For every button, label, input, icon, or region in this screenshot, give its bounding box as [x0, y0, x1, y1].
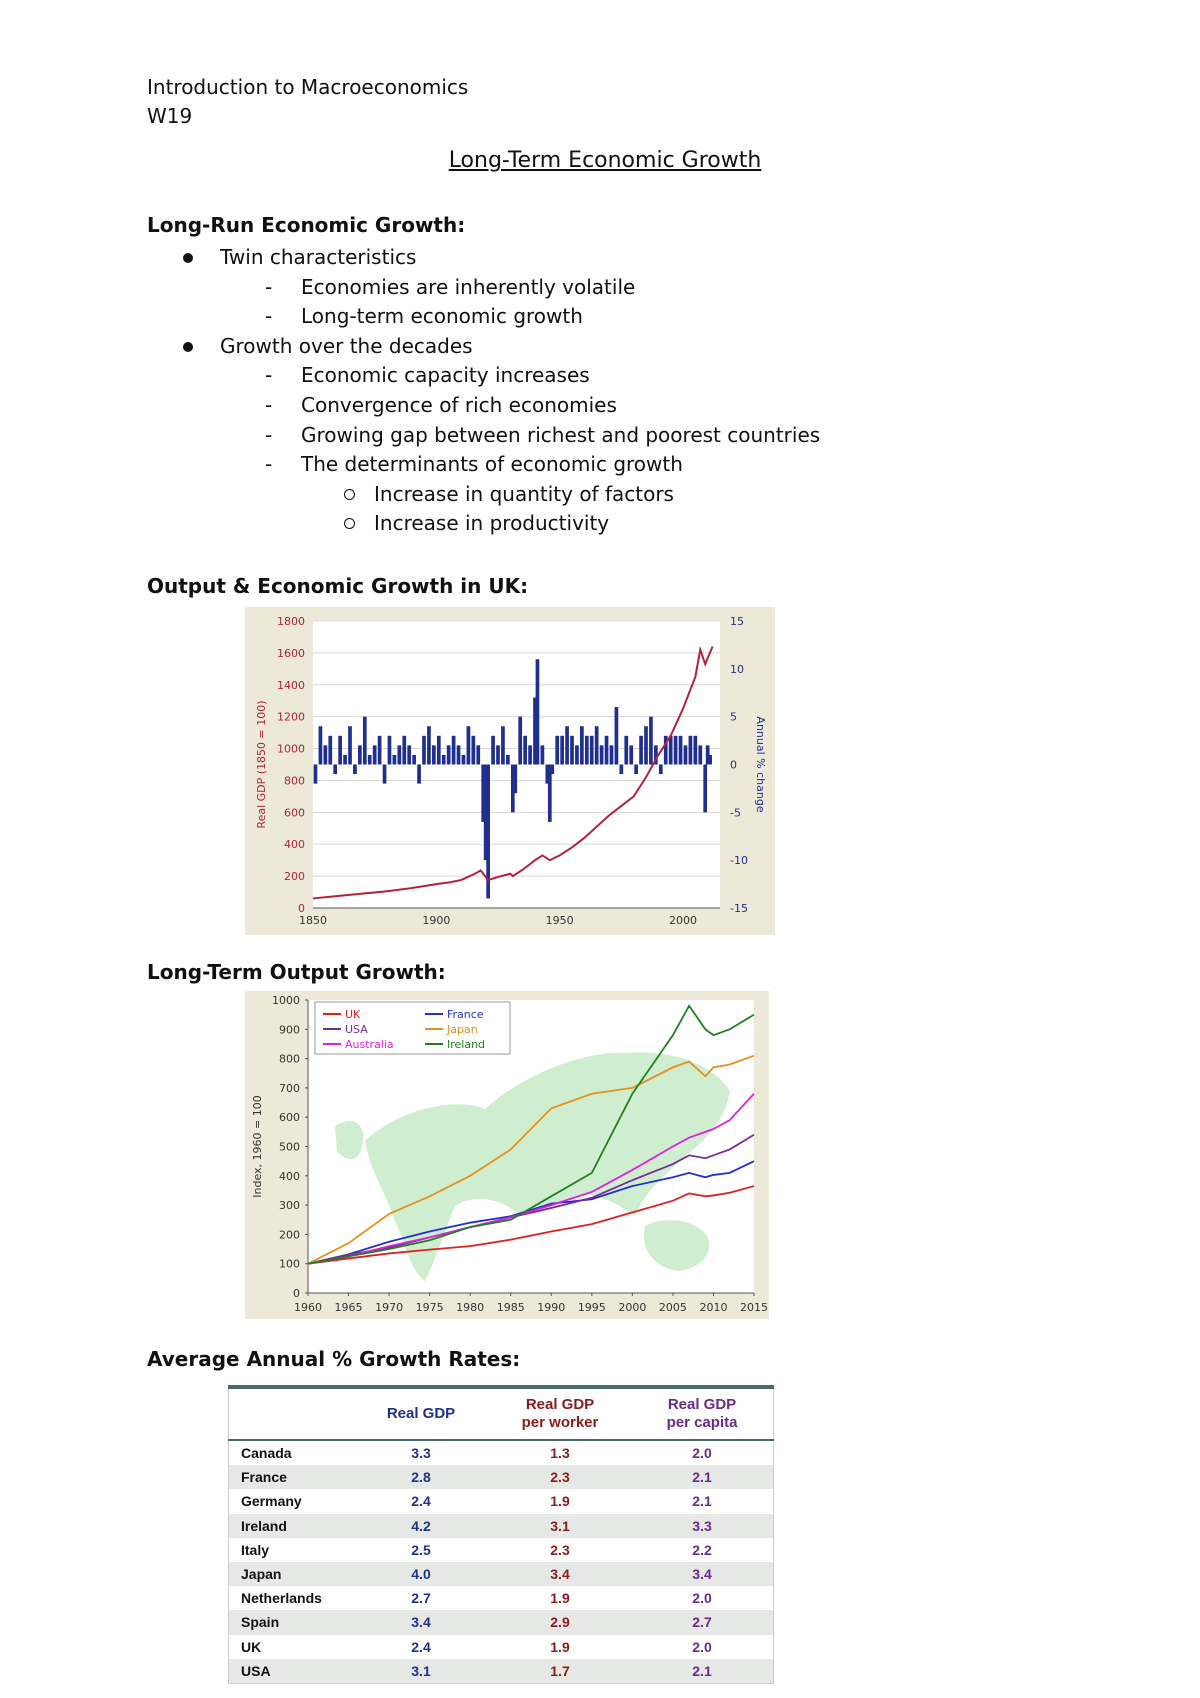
- list-item: [220, 361, 975, 391]
- bar: [373, 745, 377, 764]
- value-cell: 1.9: [550, 1493, 570, 1510]
- bar: [476, 745, 480, 764]
- y-tick-label-left: 1800: [277, 615, 305, 628]
- bar: [634, 765, 638, 775]
- value-cell: 2.4: [411, 1493, 431, 1510]
- sub-bullet-text: The determinants of economic growth: [301, 452, 683, 477]
- bar: [708, 755, 712, 765]
- bar: [319, 726, 323, 764]
- bullet-icon: [183, 253, 193, 263]
- value-cell: 2.7: [411, 1590, 431, 1607]
- value-cell: 2.9: [489, 1610, 631, 1634]
- bar: [506, 755, 510, 765]
- sub-bullet-text: Economies are inherently volatile: [301, 274, 636, 299]
- sub-bullet-text: Long-term economic growth: [301, 304, 583, 329]
- section-heading-long-run: Long-Run Economic Growth:: [147, 213, 466, 237]
- sub-sub-bullet-text: Increase in quantity of factors: [374, 481, 674, 506]
- bar: [684, 745, 688, 764]
- y-tick-label: 1000: [272, 994, 300, 1007]
- bar: [528, 745, 532, 764]
- bar: [624, 736, 628, 765]
- value-cell: 4.0: [353, 1562, 489, 1586]
- bar: [669, 736, 673, 765]
- x-tick-label: 2015: [740, 1301, 768, 1314]
- list-item: [301, 480, 975, 510]
- bar: [383, 765, 387, 784]
- bar: [467, 726, 471, 764]
- uk-gdp-chart-svg: [245, 607, 775, 935]
- x-tick-label: 2000: [669, 914, 697, 927]
- bar: [600, 745, 604, 764]
- y-tick-label: 400: [279, 1169, 300, 1183]
- y-tick-label: 800: [279, 1052, 300, 1066]
- dash-icon: -: [265, 304, 273, 329]
- y-tick-label: 300: [279, 1199, 300, 1213]
- y-tick-label: 200: [279, 1228, 300, 1242]
- bar: [679, 736, 683, 765]
- table-row: [229, 1440, 774, 1465]
- bar: [417, 765, 421, 784]
- value-cell: 2.5: [411, 1541, 431, 1558]
- y-tick-label-left: 800: [284, 774, 305, 788]
- list-item: [175, 243, 975, 332]
- bar: [402, 736, 406, 765]
- course-name: Introduction to Macroeconomics: [147, 75, 469, 99]
- bar: [348, 726, 352, 764]
- bar: [422, 736, 426, 765]
- y-tick-label-right: -5: [730, 806, 741, 820]
- country-cell: Spain: [229, 1610, 354, 1634]
- sub-bullet-text: Economic capacity increases: [301, 363, 590, 388]
- list-item: [220, 450, 975, 539]
- circle-bullet-icon: [344, 489, 355, 500]
- bar: [698, 745, 702, 764]
- uk-gdp-chart: [245, 607, 775, 935]
- bar: [471, 736, 475, 765]
- y-tick-label-left: 400: [284, 838, 305, 852]
- x-tick-label: 2010: [699, 1301, 728, 1314]
- y-tick-label-left: 1200: [277, 710, 305, 724]
- value-cell: 2.8: [353, 1465, 489, 1489]
- y-tick-label-left: 1400: [277, 678, 305, 692]
- legend-label: USA: [345, 1023, 368, 1036]
- bar: [555, 736, 559, 765]
- bar: [595, 726, 599, 764]
- bar: [388, 736, 392, 765]
- x-tick-label: 1960: [294, 1301, 322, 1314]
- bar: [378, 736, 382, 765]
- bar: [693, 736, 697, 765]
- bar: [462, 755, 466, 765]
- bar: [615, 707, 619, 764]
- y-tick-label-left: 1600: [277, 646, 305, 660]
- circle-bullet-icon: [344, 518, 355, 529]
- bar: [328, 736, 332, 765]
- bar: [338, 736, 342, 765]
- dash-icon: -: [265, 392, 273, 417]
- y-axis-label: Index, 1960 = 100: [251, 1095, 264, 1198]
- bar: [452, 736, 456, 765]
- bar: [585, 736, 589, 765]
- y-tick-label: 900: [279, 1023, 300, 1037]
- value-cell: 2.0: [692, 1445, 712, 1462]
- value-cell: 2.0: [692, 1638, 712, 1655]
- y-axis-label-right: Annual % change: [754, 716, 767, 813]
- bar: [605, 736, 609, 765]
- value-cell: 2.2: [692, 1541, 712, 1558]
- bar: [407, 745, 411, 764]
- value-cell: 2.3: [550, 1541, 570, 1558]
- bullet-text: Twin characteristics: [220, 245, 417, 269]
- legend-label: Japan: [447, 1023, 478, 1036]
- bar: [674, 736, 678, 765]
- value-cell: 3.4: [631, 1562, 774, 1586]
- bar: [432, 745, 436, 764]
- value-cell: 1.7: [489, 1659, 631, 1684]
- bullet-text: Growth over the decades: [220, 333, 473, 358]
- value-cell: 2.7: [631, 1610, 774, 1634]
- bar: [550, 765, 554, 775]
- bar: [649, 717, 653, 765]
- table-header-row: [229, 1387, 774, 1440]
- value-cell: 1.3: [550, 1445, 570, 1462]
- y-tick-label-left: 600: [284, 806, 305, 820]
- value-cell: 2.1: [631, 1465, 774, 1489]
- bar: [427, 726, 431, 764]
- table-row: [229, 1635, 774, 1659]
- y-tick-label: 600: [279, 1111, 300, 1125]
- column-header-text: Real GDP per capita: [666, 1396, 738, 1431]
- country-cell: Japan: [229, 1562, 354, 1586]
- bar: [689, 736, 693, 765]
- x-tick-label: 1970: [375, 1301, 404, 1314]
- bar: [442, 755, 446, 765]
- country-cell: France: [229, 1465, 354, 1489]
- country-cell: USA: [229, 1659, 354, 1684]
- value-cell: 4.2: [353, 1514, 489, 1538]
- y-tick-label: 0: [293, 1287, 300, 1300]
- bar: [560, 736, 564, 765]
- y-axis-label-left: Real GDP (1850 = 100): [255, 700, 268, 829]
- bullet-list: [175, 243, 975, 539]
- bar: [644, 726, 648, 764]
- x-tick-label: 1995: [577, 1301, 606, 1314]
- bar: [590, 736, 594, 765]
- output-index-chart: [245, 991, 769, 1319]
- dash-icon: -: [265, 452, 273, 477]
- value-cell: 3.4: [489, 1562, 631, 1586]
- x-tick-label: 1950: [545, 914, 574, 927]
- value-cell: 3.3: [631, 1514, 774, 1538]
- list-item: [301, 509, 975, 539]
- bar: [619, 765, 623, 775]
- value-cell: 3.3: [411, 1445, 431, 1462]
- country-cell: Canada: [241, 1445, 292, 1462]
- value-cell: 3.4: [353, 1610, 489, 1634]
- table-row: [229, 1489, 774, 1513]
- bar: [343, 755, 347, 765]
- x-tick-label: 2000: [618, 1301, 647, 1314]
- value-cell: 2.4: [411, 1638, 431, 1655]
- legend-label: Ireland: [447, 1038, 486, 1051]
- bar: [333, 765, 337, 775]
- country-cell: Netherlands: [241, 1590, 322, 1607]
- bar: [501, 726, 505, 764]
- x-tick-label: 2005: [658, 1301, 687, 1314]
- table-row: [229, 1586, 774, 1610]
- section-heading-long-term-output: Long-Term Output Growth:: [147, 960, 446, 984]
- dash-icon: -: [265, 363, 273, 388]
- table-row: [229, 1465, 774, 1489]
- bar: [457, 745, 461, 764]
- growth-rates-table: [228, 1385, 774, 1684]
- table-row: [229, 1610, 774, 1634]
- output-index-chart-svg: [245, 991, 769, 1319]
- value-cell: 2.0: [692, 1590, 712, 1607]
- bar: [393, 755, 397, 765]
- bar: [363, 717, 367, 765]
- y-tick-label: 700: [279, 1081, 300, 1095]
- legend-label: UK: [345, 1008, 361, 1021]
- value-cell: 1.9: [550, 1638, 570, 1655]
- country-cell: Germany: [241, 1493, 302, 1510]
- bar: [536, 659, 540, 764]
- bar: [580, 726, 584, 764]
- bullet-icon: [183, 342, 193, 352]
- y-tick-label-left: 1000: [277, 742, 305, 756]
- x-tick-label: 1850: [299, 914, 327, 927]
- x-tick-label: 1900: [422, 914, 451, 927]
- bar: [491, 736, 495, 765]
- y-tick-label-right: 15: [730, 615, 744, 628]
- dash-icon: -: [265, 274, 273, 299]
- value-cell: 3.1: [353, 1659, 489, 1684]
- column-header: [631, 1387, 774, 1440]
- bar: [703, 765, 707, 813]
- value-cell: 1.9: [550, 1590, 570, 1607]
- term-label: W19: [147, 104, 193, 128]
- bar: [358, 745, 362, 764]
- column-header: [229, 1387, 354, 1440]
- value-cell: 2.1: [692, 1493, 712, 1510]
- world-map-background: [335, 1121, 363, 1159]
- bar: [368, 755, 372, 765]
- column-header: Real GDP: [353, 1387, 489, 1440]
- bar: [412, 755, 416, 765]
- x-tick-label: 1990: [537, 1301, 566, 1314]
- y-tick-label: 100: [279, 1257, 300, 1271]
- bar: [575, 745, 579, 764]
- sub-sub-bullet-text: Increase in productivity: [374, 511, 610, 536]
- y-tick-label-right: -10: [730, 854, 748, 868]
- table-row: [229, 1538, 774, 1562]
- bar: [314, 765, 318, 784]
- bar: [610, 745, 614, 764]
- bar: [323, 745, 327, 764]
- list-item: [220, 273, 975, 303]
- country-cell: UK: [241, 1638, 262, 1655]
- bar: [447, 745, 451, 764]
- column-header: [489, 1387, 631, 1440]
- table-row: [229, 1514, 774, 1538]
- value-cell: 2.3: [489, 1465, 631, 1489]
- bar: [570, 736, 574, 765]
- value-cell: 2.1: [631, 1659, 774, 1684]
- bar: [397, 745, 401, 764]
- bar: [437, 736, 441, 765]
- section-heading-uk-output: Output & Economic Growth in UK:: [147, 574, 529, 598]
- list-item: [220, 421, 975, 451]
- list-item: [220, 302, 975, 332]
- y-tick-label-right: 0: [730, 758, 737, 772]
- country-cell: Ireland: [229, 1514, 354, 1538]
- bar: [565, 726, 569, 764]
- dash-icon: -: [265, 422, 273, 447]
- table-row: [229, 1562, 774, 1586]
- bar: [541, 745, 545, 764]
- sub-bullet-text: Convergence of rich economies: [301, 392, 617, 417]
- bar: [353, 765, 357, 775]
- legend-label: France: [447, 1008, 484, 1021]
- value-cell: 3.1: [489, 1514, 631, 1538]
- bar: [513, 765, 517, 794]
- list-item: [220, 391, 975, 421]
- bar: [518, 717, 522, 765]
- bar: [629, 745, 633, 764]
- table-row: [229, 1659, 774, 1684]
- x-tick-label: 1980: [456, 1301, 485, 1314]
- legend-label: Australia: [345, 1038, 394, 1051]
- country-cell: Italy: [241, 1541, 270, 1558]
- sub-bullet-text: Growing gap between richest and poorest countries: [301, 422, 821, 447]
- bar: [496, 745, 500, 764]
- x-tick-label: 1985: [496, 1301, 525, 1314]
- x-tick-label: 1965: [334, 1301, 363, 1314]
- section-heading-growth-rates: Average Annual % Growth Rates:: [147, 1347, 521, 1371]
- y-tick-label: 500: [279, 1140, 300, 1154]
- x-tick-label: 1975: [415, 1301, 444, 1314]
- column-header-text: Real GDP per worker: [521, 1396, 599, 1431]
- bar: [659, 765, 663, 775]
- bar: [639, 736, 643, 765]
- list-item: [175, 332, 975, 539]
- y-tick-label-right: 5: [730, 710, 737, 724]
- y-tick-label-left: 200: [284, 870, 305, 884]
- y-tick-label-left: 0: [298, 902, 305, 915]
- y-tick-label-right: 10: [730, 662, 744, 676]
- bar: [523, 736, 527, 765]
- y-tick-label-right: -15: [730, 902, 748, 915]
- page-title: Long-Term Economic Growth: [448, 148, 762, 173]
